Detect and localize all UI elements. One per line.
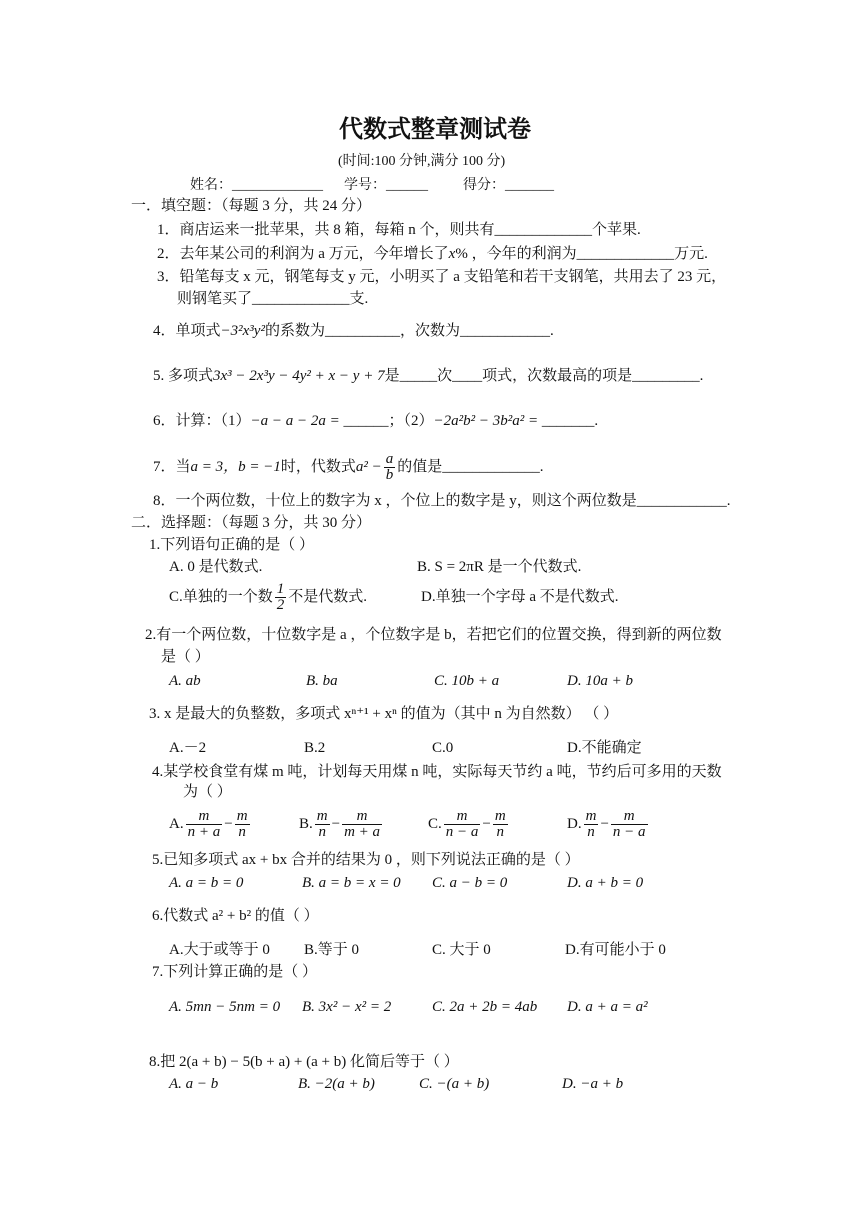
- choice-question-4: 4.某学校食堂有煤 m 吨，计划每天用煤 n 吨，实际每天节约 a 吨，节约后可多用的天数: [152, 764, 722, 780]
- section-2-heading: 二．选择题：（每题 3 分，共 30 分）: [131, 515, 372, 531]
- q6-option-b: B.等于 0: [304, 942, 360, 958]
- q2-option-d: D. 10a + b: [567, 673, 633, 689]
- q1-option-a: A. 0 是代数式.: [169, 559, 263, 575]
- fill-question-3: 3．铅笔每支 x 元，钢笔每支 y 元，小明买了 a 支铅笔和若干支钢笔，共用去了 23 元，: [157, 269, 727, 285]
- student-info-line: 姓名：_____________ 学号：______ 得分：_______: [190, 178, 554, 193]
- fill-question-8: 8．一个两位数，十位上的数字为 x ，个位上的数字是 y，则这个两位数是____________.: [153, 493, 731, 509]
- choice-question-5: 5.已知多项式 ax + bx 合并的结果为 0 ，则下列说法正确的是（ ）: [152, 852, 580, 868]
- q8-option-b: B. −2(a + b): [298, 1076, 375, 1092]
- fill-question-1: 1．商店运来一批苹果，共 8 箱，每箱 n 个，则共有_____________个苹果.: [157, 222, 641, 238]
- q5-option-a: A. a = b = 0: [169, 875, 244, 891]
- q5-option-c: C. a − b = 0: [432, 875, 508, 891]
- q8-option-d: D. −a + b: [562, 1076, 624, 1092]
- q5-option-d: D. a + b = 0: [567, 875, 644, 891]
- fill-question-2: 2．去年某公司的利润为 a 万元，今年增长了x% ，今年的利润为_____________万元.: [157, 246, 708, 262]
- q7-option-d: D. a + a = a²: [567, 999, 648, 1015]
- q2-option-c: C. 10b + a: [434, 673, 500, 689]
- choice-question-6: 6.代数式 a² + b² 的值（ ）: [152, 908, 319, 924]
- q6-option-d: D.有可能小于 0: [565, 942, 666, 958]
- choice-question-7: 7.下列计算正确的是（ ）: [152, 964, 318, 980]
- q4-option-b: B. $\frac{m}{n}$ − $\frac{m}{m + a}$: [299, 808, 381, 841]
- fill-question-5: 5. 多项式3x³ − 2x³y − 4y² + x − y + 7是_____次____项式，次数最高的项是_________.: [153, 368, 704, 384]
- choice-question-3: 3. x 是最大的负整数，多项式 xⁿ⁺¹ + xⁿ 的值为（其中 n 为自然数） （ ）: [149, 706, 619, 722]
- q4-option-c: C. $\frac{m}{n - a}$ − $\frac{m}{n}$: [428, 808, 506, 841]
- choice-question-8: 8.把 2(a + b) − 5(b + a) + (a + b) 化简后等于（ ）: [149, 1054, 459, 1070]
- q8-option-a: A. a − b: [169, 1076, 219, 1092]
- fraction-a-over-b: $\frac{a}{b}$: [385, 451, 394, 484]
- q3-option-c: C.0: [432, 740, 454, 756]
- page-title: 代数式整章测试卷: [339, 115, 531, 143]
- q7-option-a: A. 5mn − 5nm = 0: [169, 999, 281, 1015]
- q4-option-d: D. $\frac{m}{n}$ − $\frac{m}{n - a}$: [567, 808, 646, 841]
- q3-option-a: A.－2: [169, 740, 207, 756]
- fill-question-6: 6．计算：（1）−a − a − 2a = ______；（2）−2a²b² − 3b²a² = _______.: [153, 413, 599, 429]
- q8-option-c: C. −(a + b): [419, 1076, 490, 1092]
- choice-question-4-cont: 为（ ）: [183, 784, 232, 800]
- q2-option-a: A. ab: [169, 673, 201, 689]
- choice-question-1: 1.下列语句正确的是（ ）: [149, 537, 315, 553]
- fill-question-7: 7．当a = 3，b = −1时，代数式a² − $\frac{a}{b}$ 的值是_____________.: [153, 451, 544, 484]
- fill-question-4: 4．单项式−3²x³y²的系数为__________，次数为____________.: [153, 323, 554, 339]
- choice-question-2: 2.有一个两位数，十位数字是 a ，个位数字是 b，若把它们的位置交换，得到新的两位数: [145, 627, 722, 643]
- q4-option-a: A. $\frac{m}{n + a}$ − $\frac{m}{n}$: [169, 808, 248, 841]
- fraction-one-half: $\frac{1}{2}$: [276, 581, 285, 614]
- q1-option-b: B. S = 2πR 是一个代数式.: [417, 559, 582, 575]
- q1-option-c: C.单独的一个数 $\frac{1}{2}$ 不是代数式.: [169, 581, 368, 614]
- section-1-heading: 一．填空题：（每题 3 分，共 24 分）: [131, 198, 372, 214]
- q6-option-c: C. 大于 0: [432, 942, 491, 958]
- page-subtitle: (时间:100 分钟,满分 100 分): [338, 154, 506, 169]
- q7-option-c: C. 2a + 2b = 4ab: [432, 999, 538, 1015]
- q1-option-d: D.单独一个字母 a 不是代数式.: [421, 589, 619, 605]
- fill-question-3-cont: 则钢笔买了_____________支.: [177, 291, 369, 307]
- choice-question-2-cont: 是（ ）: [161, 649, 210, 665]
- q7-option-b: B. 3x² − x² = 2: [302, 999, 392, 1015]
- q3-option-b: B.2: [304, 740, 326, 756]
- q2-option-b: B. ba: [306, 673, 338, 689]
- q5-option-b: B. a = b = x = 0: [302, 875, 401, 891]
- q3-option-d: D.不能确定: [567, 740, 642, 756]
- q6-option-a: A.大于或等于 0: [169, 942, 270, 958]
